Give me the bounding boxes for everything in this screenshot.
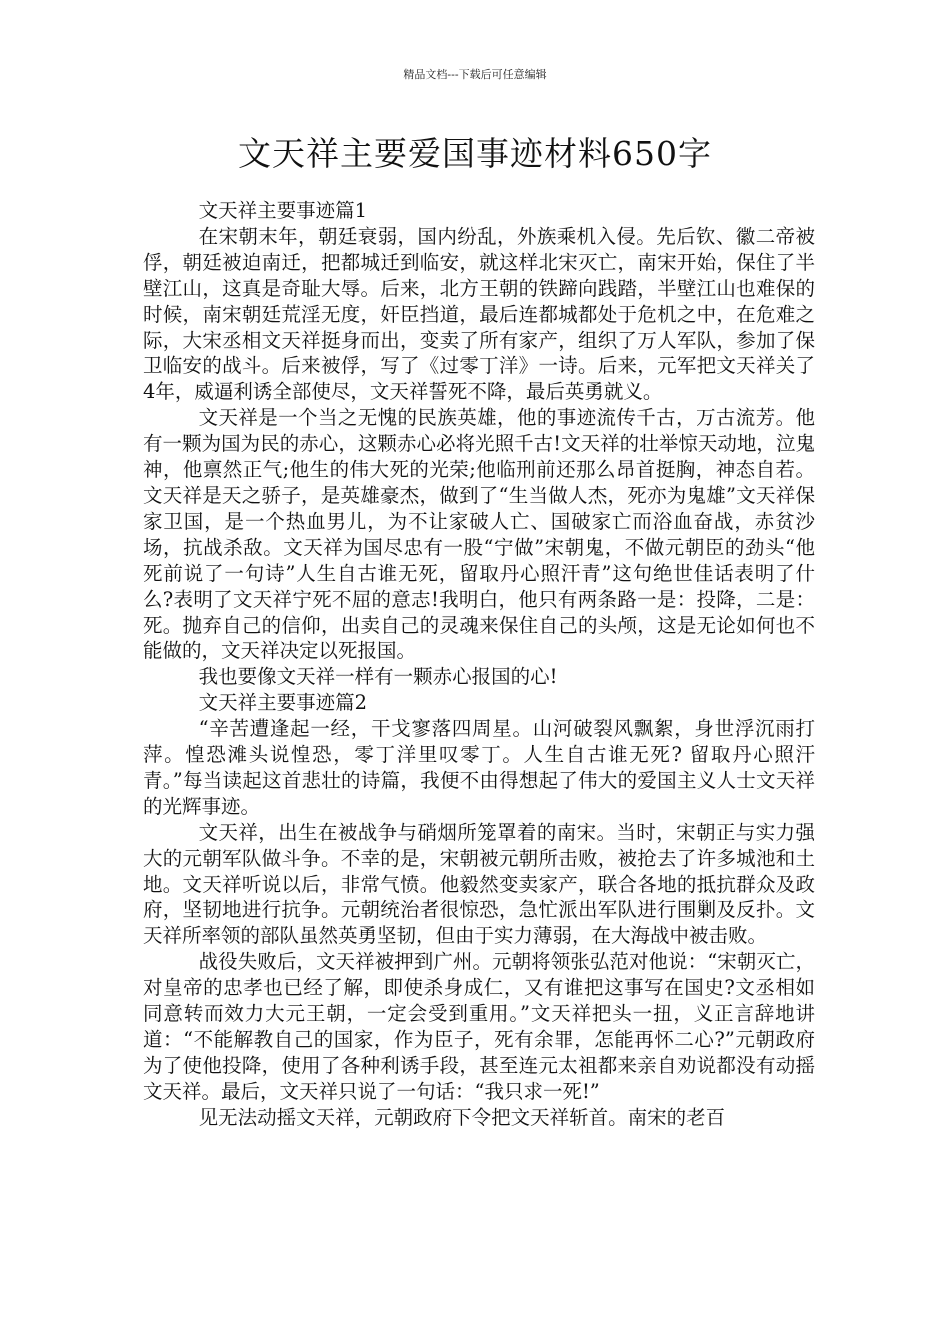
paragraph: 文天祥是一个当之无愧的民族英雄，他的事迹流传千古，万古流芳。他有一颗为国为民的赤心，这颗赤心必将光照千古!文天祥的壮举惊天动地，泣鬼神，他禀然正气;他生的伟大死的光荣;他临刑前还那么昂首挺胸，神态自若。文天祥是天之骄子，是英雄豪杰，做到了“生当做人杰，死亦为鬼雄”文天祥保家卫国，是一个热血男儿，为不让家破人亡、国破家亡而浴血奋战，赤贫沙场，抗战杀敌。文天祥为国尽忠有一股“宁做”宋朝鬼，不做元朝臣的劲头“他死前说了一句诗”人生自古谁无死，留取丹心照汗青”这句绝世佳话表明了什么?表明了文天祥宁死不屈的意志!我明白，他只有两条路一是：投降，二是：死。抛弃自己的信仰，出卖自己的灵魂来保住自己的头颅，这是无论如何也不能做的，文天祥决定以死报国。 — [143, 406, 815, 663]
section-heading: 文天祥主要事迹篇1 — [198, 199, 367, 222]
section-heading: 文天祥主要事迹篇2 — [198, 691, 367, 715]
document-body — [143, 198, 815, 1131]
paragraph: “辛苦遭逢起一经，干戈寥落四周星。山河破裂风飘絮，身世浮沉雨打萍。惶恐滩头说惶恐，零丁洋里叹零丁。人生自古谁无死? 留取丹心照汗青。”每当读起这首悲壮的诗篇，我便不由得想起了伟大的爱国主义人士文天祥的光辉事迹。 — [143, 717, 815, 818]
paragraph: 我也要像文天祥一样有一颗赤心报国的心! — [198, 665, 558, 689]
document-title: 文天祥主要爱国事迹材料650字 — [238, 134, 712, 173]
paragraph: 见无法动摇文天祥，元朝政府下令把文天祥斩首。南宋的老百 — [198, 1105, 726, 1129]
page-header: 精品文档---下载后可任意编辑 — [403, 68, 547, 81]
paragraph: 文天祥，出生在被战争与硝烟所笼罩着的南宋。当时，宋朝正与实力强大的元朝军队做斗争。不幸的是，宋朝被元朝所击败，被抢去了许多城池和土地。文天祥听说以后，非常气愤。他毅然变卖家产，联合各地的抵抗群众及政府，坚韧地进行抗争。元朝统治者很惊恐，急忙派出军队进行围剿及反扑。文天祥所率领的部队虽然英勇坚韧，但由于实力薄弱，在大海战中被击败。 — [143, 820, 815, 948]
paragraph: 在宋朝末年，朝廷衰弱，国内纷乱，外族乘机入侵。先后钦、徽二帝被俘，朝廷被迫南迁，把都城迁到临安，就这样北宋灭亡，南宋开始，保住了半壁江山，这真是奇耻大辱。后来，北方王朝的铁蹄向践踏，半壁江山也难保的时候，南宋朝廷荒淫无度，奸臣挡道，最后连都城都处于危机之中，在危难之际，大宋丞相文天祥挺身而出，变卖了所有家产，组织了万人军队，参加了保卫临安的战斗。后来被俘，写了《过零丁洋》一诗。后来，元军把文天祥关了4年，威逼利诱全部使尽，文天祥誓死不降，最后英勇就义。 — [143, 224, 815, 404]
paragraph: 战役失败后，文天祥被押到广州。元朝将领张弘范对他说：“宋朝灭亡，对皇帝的忠孝也已经了解，即使杀身成仁，又有谁把这事写在国史?文丞相如同意转而效力大元王朝，一定会受到重用。”文天祥把头一扭，义正言辞地讲道：“不能解教自己的国家，作为臣子，死有余罪，怎能再怀二心?”元朝政府为了使他投降，使用了各种利诱手段，甚至连元太祖都来亲自劝说都没有动摇文天祥。最后，文天祥只说了一句话：“我只求一死!” — [143, 950, 815, 1103]
